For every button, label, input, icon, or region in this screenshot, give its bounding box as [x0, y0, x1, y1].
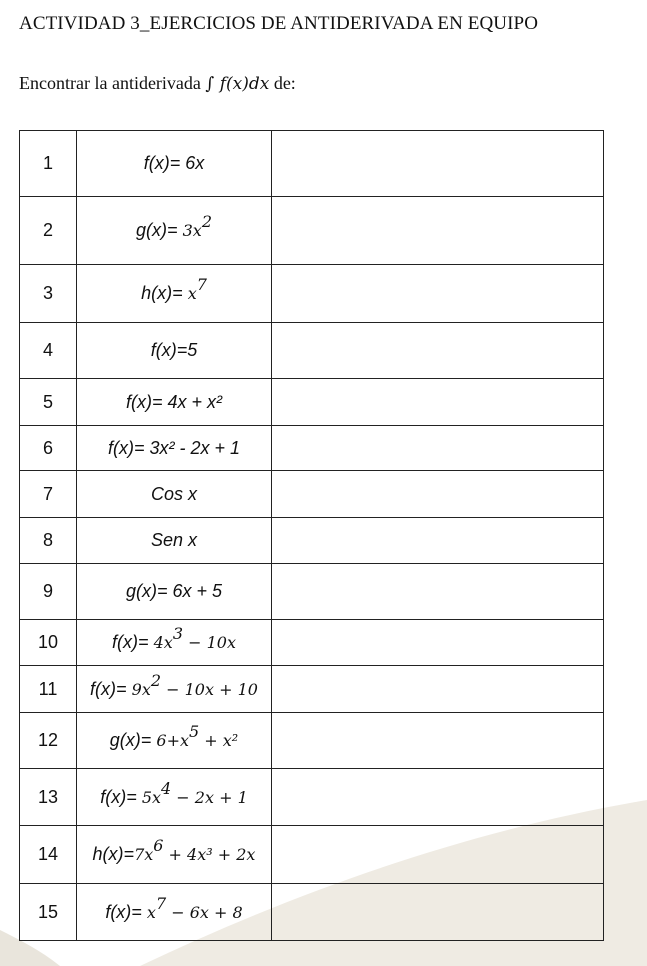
- table-row: [20, 713, 604, 769]
- function-expression: 6+x: [151, 731, 189, 750]
- table-row: [20, 826, 604, 884]
- table-row: [20, 769, 604, 826]
- exercise-function: [77, 197, 272, 265]
- function-exponent: 7: [196, 275, 207, 294]
- exercise-function: [77, 769, 272, 826]
- exercise-function: [77, 323, 272, 379]
- answer-cell[interactable]: [272, 197, 604, 265]
- table-row: [20, 197, 604, 265]
- exercise-function: [77, 826, 272, 884]
- function-tail: + x²: [199, 731, 239, 750]
- exercise-function: [77, 518, 272, 564]
- table-row: [20, 379, 604, 426]
- answer-cell[interactable]: [272, 471, 604, 518]
- instruction-text: [19, 73, 296, 94]
- function-expression: 3x² - 2x + 1: [144, 437, 241, 458]
- function-exponent: 2: [150, 670, 162, 690]
- exercise-number: 5: [20, 379, 77, 426]
- answer-cell[interactable]: [272, 884, 604, 941]
- exercise-function: [77, 131, 272, 197]
- table-row: [20, 265, 604, 323]
- function-expression: Sen x: [150, 530, 198, 550]
- function-label: f(x)=: [100, 786, 137, 807]
- function-exponent: 4: [161, 778, 172, 798]
- exercise-function: [77, 620, 272, 666]
- exercise-number: 7: [20, 471, 77, 518]
- exercise-function: [77, 564, 272, 620]
- function-expression: 6x + 5: [167, 581, 223, 601]
- function-exponent: 3: [172, 624, 184, 643]
- function-label: f(x)=: [125, 391, 163, 412]
- exercise-number: 1: [20, 131, 77, 197]
- exercise-number: 15: [20, 884, 77, 941]
- answer-cell[interactable]: [272, 564, 604, 620]
- function-label: g(x)=: [136, 220, 178, 240]
- function-tail: − 10x + 10: [161, 679, 258, 699]
- function-label: f(x)=: [150, 340, 188, 360]
- page-title: ACTIVIDAD 3_EJERCICIOS DE ANTIDERIVADA EN EQUIPO: [19, 13, 539, 34]
- exercise-number: 14: [20, 826, 77, 884]
- table-row: [20, 666, 604, 713]
- answer-cell[interactable]: [272, 426, 604, 471]
- exercise-number: 8: [20, 518, 77, 564]
- function-tail: − 2x + 1: [171, 787, 248, 807]
- answer-cell[interactable]: [272, 713, 604, 769]
- answer-cell[interactable]: [272, 379, 604, 426]
- exercise-function: [77, 265, 272, 323]
- function-label: f(x)=: [107, 437, 145, 458]
- table-row: [20, 620, 604, 666]
- answer-cell[interactable]: [272, 769, 604, 826]
- function-label: f(x)=: [143, 153, 181, 173]
- function-label: g(x)=: [125, 581, 168, 601]
- integral-formula: [205, 74, 269, 94]
- exercise-number: 12: [20, 713, 77, 769]
- function-tail: − 10x: [183, 633, 236, 652]
- function-exponent: 5: [189, 722, 200, 741]
- exercise-number: 3: [20, 265, 77, 323]
- answer-cell[interactable]: [272, 620, 604, 666]
- function-exponent: 2: [201, 212, 212, 231]
- function-expression: x: [141, 902, 156, 922]
- function-expression: 6x: [180, 153, 205, 173]
- function-tail: + 4x³ + 2x: [163, 845, 256, 864]
- exercise-number: 11: [20, 666, 77, 713]
- table-row: [20, 426, 604, 471]
- exercise-number: 10: [20, 620, 77, 666]
- exercise-number: 9: [20, 564, 77, 620]
- function-exponent: 6: [153, 836, 164, 855]
- table-row: [20, 131, 604, 197]
- table-row: [20, 323, 604, 379]
- exercise-function: [77, 426, 272, 471]
- integrand: f(x)dx: [219, 74, 270, 94]
- function-expression: x: [182, 284, 197, 303]
- function-expression: Cos x: [150, 483, 197, 504]
- function-tail: − 6x + 8: [166, 902, 243, 922]
- table-row: [20, 564, 604, 620]
- answer-cell[interactable]: [272, 826, 604, 884]
- table-row: [20, 518, 604, 564]
- function-expression: 9x: [126, 679, 151, 699]
- function-expression: 5: [187, 340, 198, 360]
- function-label: h(x)=: [141, 283, 183, 303]
- instruction-prefix: Encontrar la antiderivada: [19, 73, 201, 93]
- table-row: [20, 884, 604, 941]
- exercise-table: [19, 130, 604, 941]
- exercise-function: [77, 471, 272, 518]
- function-label: f(x)=: [105, 901, 142, 922]
- exercise-number: 6: [20, 426, 77, 471]
- instruction-suffix: de:: [273, 73, 296, 93]
- function-label: g(x)=: [109, 730, 152, 750]
- function-exponent: 7: [155, 893, 167, 913]
- exercise-number: 4: [20, 323, 77, 379]
- exercise-number: 13: [20, 769, 77, 826]
- exercise-number: 2: [20, 197, 77, 265]
- function-label: f(x)=: [112, 632, 149, 652]
- answer-cell[interactable]: [272, 131, 604, 197]
- answer-cell[interactable]: [272, 323, 604, 379]
- exercise-function: [77, 666, 272, 713]
- answer-cell[interactable]: [272, 666, 604, 713]
- integral-symbol: ∫: [205, 74, 215, 94]
- answer-cell[interactable]: [272, 265, 604, 323]
- answer-cell[interactable]: [272, 518, 604, 564]
- function-expression: 7x: [134, 845, 154, 864]
- function-expression: 5x: [136, 787, 162, 807]
- function-expression: 4x + x²: [162, 391, 223, 412]
- exercise-function: [77, 713, 272, 769]
- function-expression: 3x: [177, 221, 202, 240]
- table-row: [20, 471, 604, 518]
- function-label: h(x)=: [92, 844, 135, 864]
- exercise-function: [77, 884, 272, 941]
- exercise-function: [77, 379, 272, 426]
- function-expression: 4x: [148, 633, 173, 652]
- function-label: f(x)=: [90, 678, 127, 699]
